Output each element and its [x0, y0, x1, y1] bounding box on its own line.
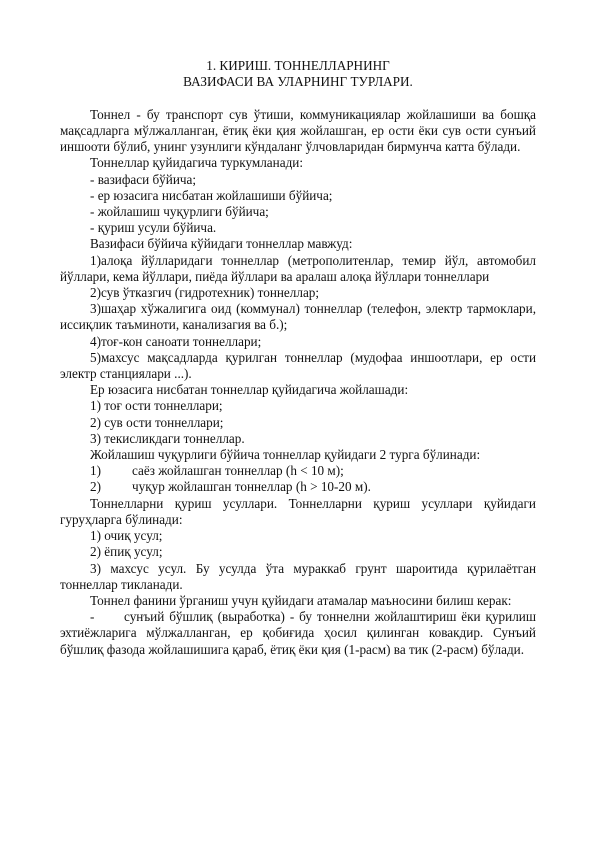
classification-intro: Тоннеллар қуйидагича туркумланади:: [90, 155, 303, 171]
methods-item: 1) очиқ усул;: [90, 528, 163, 544]
methods-item: 2) ёпиқ усул;: [90, 544, 163, 560]
classification-item: - жойлашиш чуқурлиги бўйича;: [90, 204, 269, 220]
depth-item-number: 2): [90, 479, 101, 495]
depth-item-text: саёз жойлашган тоннеллар (h < 10 м);: [132, 463, 344, 479]
surface-intro: Ер юзасига нисбатан тоннеллар қуйидагича жойлашади:: [90, 382, 409, 398]
term-excavation: - сунъий бўшлиқ (выработка) - бу тоннелни жойлаштириш ёки қурилиш эхтиёжларига мўлжалланган, ер қобиғида ҳосил қилинган ковакдир. Сунъий бўшлиқ фазода жойлашишига қараб, ётиқ ёки қия (1-расм) ва тик (2-расм) бўлади.: [60, 609, 540, 657]
title-spacer: [60, 91, 536, 107]
classification-item: - вазифаси бўйича;: [90, 171, 197, 187]
methods-item: 3) махсус усул. Бу усулда ўта мураккаб грунт шароитида қурилаётган тоннеллар тикланади.: [60, 560, 536, 592]
purpose-item: 2)сув ўтказгич (гидротехник) тоннеллар;: [90, 285, 320, 301]
purpose-item: 1)алоқа йўлларидаги тоннеллар (метрополитенлар, темир йўл, автомобил йўллари, кема йўллари, пиёда йўллари ва аралаш алоқа йўллари тоннеллари: [60, 252, 536, 284]
purpose-item: 4)тоғ-кон саноати тоннеллари;: [90, 333, 262, 349]
page-title-line-2: ВАЗИФАСИ ВА УЛАРНИНГ ТУРЛАРИ.: [183, 74, 413, 90]
depth-item: [60, 463, 536, 479]
depth-item-number: 1): [90, 463, 101, 479]
surface-item: 2) сув ости тоннеллари;: [90, 414, 224, 430]
depth-intro: Жойлашиш чуқурлиги бўйича тоннеллар қуйидаги 2 турга бўлинади:: [90, 447, 481, 463]
purpose-item: 3)шаҳар хўжалигига оид (коммунал) тоннеллар (телефон, электр тармоклари, иссиқлик таъминоти, канализагия ва б.);: [60, 301, 536, 333]
page-title-line-1: 1. КИРИШ. ТОННЕЛЛАРНИНГ: [206, 58, 390, 73]
classification-item: - ер юзасига нисбатан жойлашиши бўйича;: [90, 187, 333, 203]
surface-item: 3) текисликдаги тоннеллар.: [90, 430, 245, 446]
classification-item: - қуриш усули бўйича.: [90, 220, 217, 236]
purpose-item: 5)махсус мақсадларда қурилган тоннеллар (мудофаа иншоотлари, ер ости электр станциялари ...).: [60, 349, 536, 382]
depth-item-text: чуқур жойлашган тоннеллар (h > 10-20 м).: [132, 479, 371, 495]
intro-paragraph: Тоннел - бу транспорт сув ўтиши, коммуникациялар жойлашиши ва бошқа мақсадларга мўлжалланган, ётиқ ёки қия жойлашган, ер ости ёки сув ости сунъий иншооти бўлиб, унинг узунлиги кўндаланг ўлчовларидан бирмунча катта бўлади.: [60, 106, 536, 155]
surface-item: 1) тоғ ости тоннеллари;: [90, 398, 223, 414]
depth-item: [60, 479, 536, 495]
purpose-intro: Вазифаси бўйича кўйидаги тоннеллар мавжуд:: [90, 236, 353, 252]
terms-intro: Тоннел фанини ўрганиш учун қуйидаги атамалар маъносини билиш керак:: [90, 592, 512, 608]
methods-intro: Тоннелларни қуриш усуллари. Тоннелларни қуриш усуллари қуйидаги гуруҳларга бўлинади:: [60, 495, 536, 527]
